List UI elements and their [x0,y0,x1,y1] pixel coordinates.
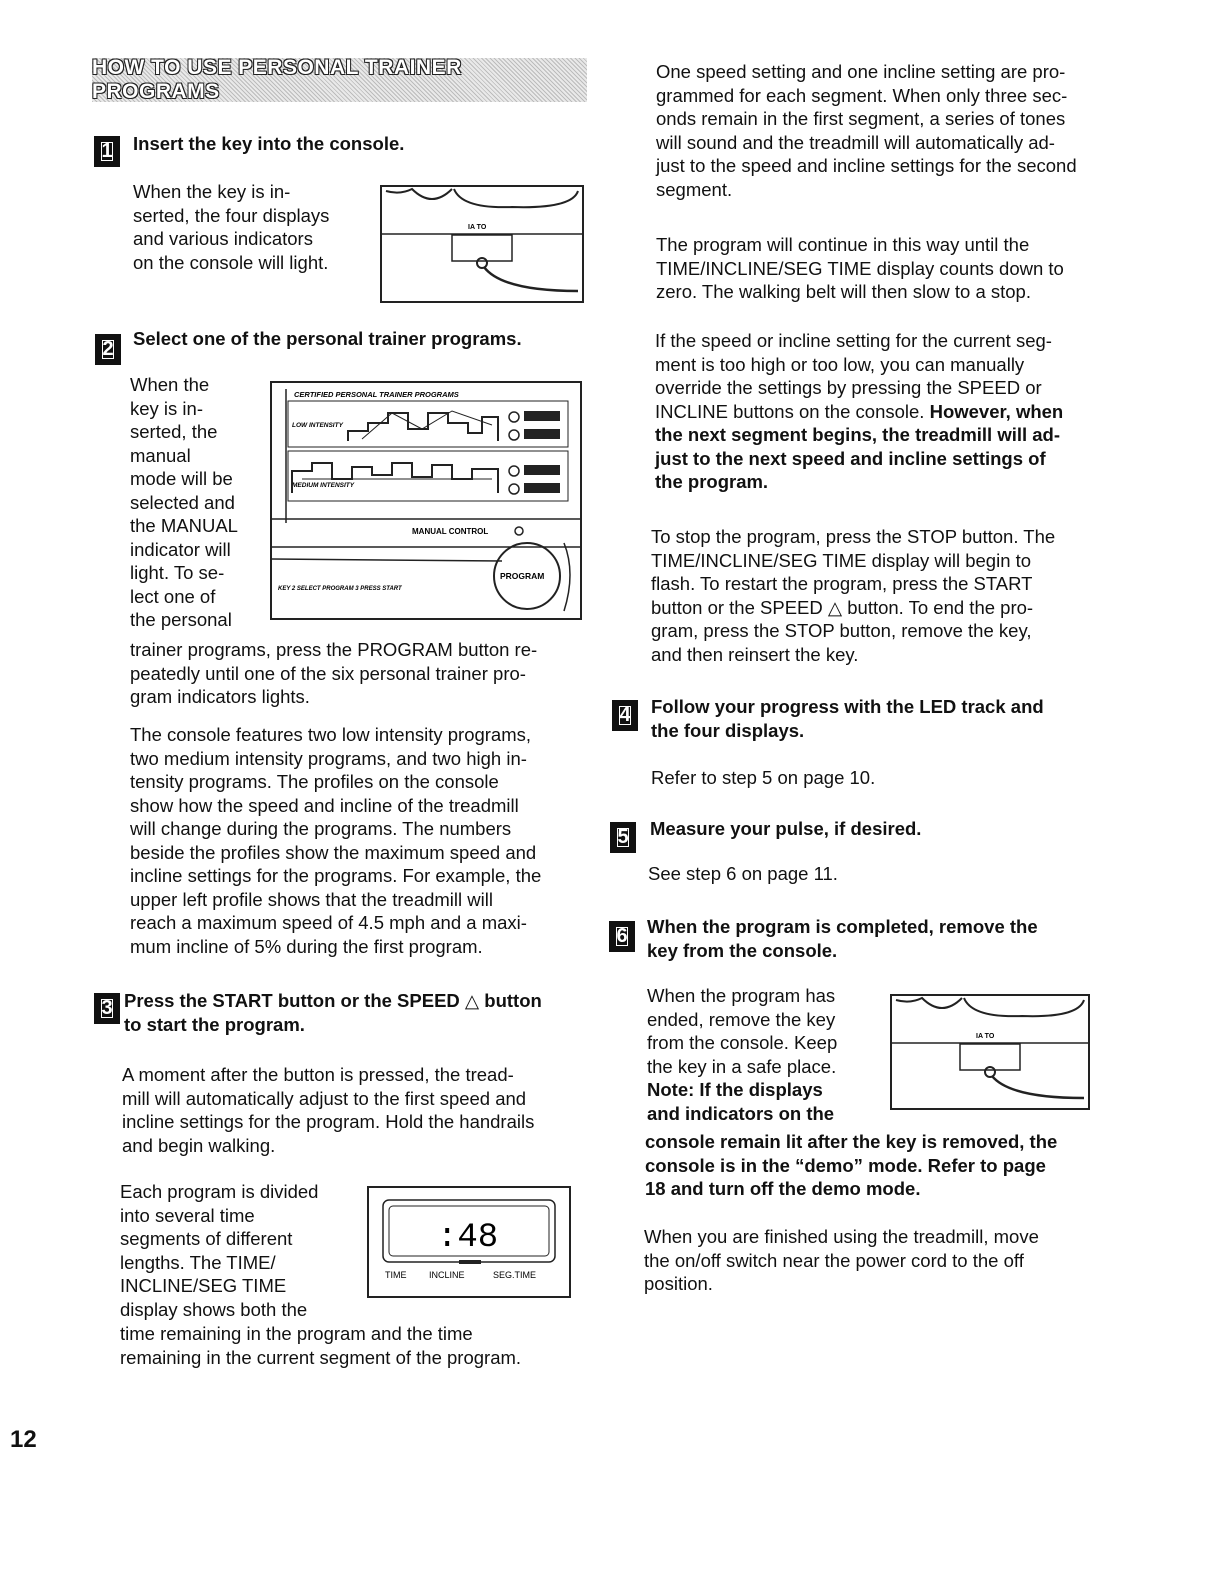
time-display-figure [367,1186,571,1298]
title-line: the four displays. [651,720,805,741]
text-line: just to the speed and incline settings for the second [656,155,1077,176]
title-line: to start the program. [124,1014,305,1035]
text-line: manual [130,444,191,466]
text-span-bold: However, when [929,400,1064,422]
right-paragraph-4 [651,525,1055,666]
panel-title: CERTIFIED PERSONAL TRAINER PROGRAMS [294,390,459,399]
text-line: zero. The walking belt will then slow to a stop. [656,281,1031,302]
text-line: The console features two low intensity programs, [130,724,532,745]
program-panel-illustration [272,383,580,618]
section-title: HOW TO USE PERSONAL TRAINER PROGRAMS [92,56,462,103]
step-5-badge: 5 [610,822,636,853]
text-line: will sound and the treadmill will automatically ad- [656,131,1055,153]
key-label: IA TO [976,1033,995,1040]
text-line: console is in the “demo” mode. Refer to page [645,1154,1046,1176]
text-line: and indicators on the [647,1102,835,1124]
text-line: mill will automatically adjust to the first speed and [122,1087,527,1109]
text-line: lect one of [130,585,216,607]
text-line: the key in a safe place. [647,1055,837,1077]
text-line: When the program has [647,985,836,1006]
text-line: A moment after the button is pressed, the tread- [122,1064,514,1085]
step-2-paragraph-2 [130,723,541,958]
step-1-badge: 1 [94,136,120,167]
text-line: When the key is in- [133,181,291,202]
text-line: onds remain in the first segment, a series of tones [656,108,1066,129]
step-2-cont-text [130,638,537,709]
text-line: button or the SPEED △ button. To end the pro- [651,596,1034,618]
step-6-wrap-text [647,984,837,1125]
text-line: into several time [120,1204,255,1226]
text-line: When you are finished using the treadmill, move [644,1226,1039,1247]
text-line: light. To se- [130,562,225,583]
step-1-body [133,180,329,274]
text-line: gram, press the STOP button, remove the key, [651,620,1032,641]
text-span: INCLINE buttons on the console. [655,400,930,422]
step-6-badge: 6 [609,921,635,952]
text-line: the program. [655,471,769,492]
display-label-incline: INCLINE [429,1270,465,1280]
key-label: IA TO [468,224,487,231]
text-line: TIME/INCLINE/SEG TIME display will begin to [651,549,1032,571]
step-3-title [124,989,542,1037]
text-line: trainer programs, press the PROGRAM button re- [130,639,538,660]
text-line: display shows both the [120,1298,308,1320]
display-readout: :48 [437,1219,499,1257]
title-line: key from the console. [647,940,838,961]
step-3-badge: 3 [94,993,120,1024]
text-line: and then reinsert the key. [651,643,859,665]
text-line: reach a maximum speed of 4.5 mph and a maxi- [130,912,527,933]
text-line: incline settings for the program. Hold the handrails [122,1111,535,1132]
text-line: ment is too high or too low, you can manually [655,353,1025,375]
text-line: tensity programs. The profiles on the console [130,771,499,792]
key-insert-figure [380,185,584,303]
step-3-wrap-text [120,1180,318,1321]
step-2-wrap-text [130,373,238,632]
time-display-illustration [369,1188,569,1296]
text-line: beside the profiles show the maximum speed and [130,841,537,863]
program-button-label: PROGRAM [500,571,545,581]
step-1-title: Insert the key into the console. [133,133,405,154]
step-3-cont-text [120,1322,521,1369]
step-2-badge: 2 [95,334,121,365]
text-line: the personal [130,609,232,630]
text-line: on the console will light. [133,251,329,273]
text-line: the next segment begins, the treadmill will ad- [655,424,1061,445]
step-4-body: Refer to step 5 on page 10. [651,767,876,788]
text-line: Each program is divided [120,1181,319,1202]
text-line: lengths. The TIME/ [120,1251,276,1273]
step-6-title [647,915,1038,963]
medium-intensity-label: MEDIUM INTENSITY [292,482,355,489]
step-3-paragraph-1 [122,1063,534,1157]
text-line: segments of different [120,1228,293,1249]
text-line: ended, remove the key [647,1008,836,1030]
title-line: Press the START button or the SPEED △ button [124,990,542,1011]
text-line: serted, the [130,421,218,442]
text-line: To stop the program, press the STOP button. The [651,526,1056,547]
text-line: show how the speed and incline of the treadmill [130,794,519,816]
panel-instruction: KEY 2 SELECT PROGRAM 3 PRESS START [278,586,402,592]
text-line: key is in- [130,397,203,419]
manual-control-label: MANUAL CONTROL [412,527,489,536]
title-line: When the program is completed, remove the [647,916,1038,937]
text-line: gram indicators lights. [130,686,310,707]
text-line: grammed for each segment. When only three sec- [656,84,1068,106]
text-line: serted, the four displays [133,204,330,226]
text-line: When the [130,374,210,395]
text-line: mum incline of 5% during the first program. [130,935,483,957]
text-line: time remaining in the program and the time [120,1323,473,1344]
text-line: If the speed or incline setting for the current seg- [655,330,1052,351]
text-line: 18 and turn off the demo mode. [645,1178,921,1199]
text-line: the MANUAL [130,515,238,536]
right-paragraph-2 [656,233,1064,304]
text-line: Note: If the displays [647,1079,823,1100]
text-line: console remain lit after the key is removed, the [645,1131,1058,1152]
text-line: peatedly until one of the six personal trainer pro- [130,662,526,684]
text-line: upper left profile shows that the treadmill will [130,888,493,910]
text-line: flash. To restart the program, press the START [651,573,1033,594]
step-2-title: Select one of the personal trainer programs. [133,328,522,349]
text-line: will change during the programs. The numbers [130,818,512,839]
right-paragraph-3 [655,329,1063,494]
step-5-title: Measure your pulse, if desired. [650,818,922,839]
text-line: just to the next speed and incline settings of [655,447,1046,469]
text-line: The program will continue in this way until the [656,234,1030,255]
text-line: incline settings for the programs. For example, the [130,865,542,886]
key-console-illustration [892,996,1088,1108]
page-number: 12 [10,1426,37,1453]
key-console-illustration [382,187,582,301]
display-label-time: TIME [385,1270,407,1280]
step-4-badge: 4 [612,700,638,731]
text-line: selected and [130,491,235,513]
text-line: mode will be [130,468,233,489]
step-4-title [651,695,1044,743]
text-line: segment. [656,178,733,200]
low-intensity-label: LOW INTENSITY [292,422,343,429]
text-line: position. [644,1273,713,1294]
program-panel-figure [270,381,582,620]
right-paragraph-1 [656,60,1077,201]
step-5-body: See step 6 on page 11. [648,863,838,884]
title-line: Follow your progress with the LED track and [651,696,1044,717]
step-6-final-paragraph [644,1225,1039,1296]
text-line: the on/off switch near the power cord to the off [644,1249,1024,1271]
text-line: override the settings by pressing the SPEED or [655,377,1042,398]
text-line: One speed setting and one incline setting are pro- [656,61,1066,82]
text-line: indicator will [130,538,231,560]
step-6-cont-text [645,1130,1057,1201]
display-label-segtime: SEG.TIME [493,1270,537,1280]
text-line: from the console. Keep [647,1032,838,1053]
text-line: remaining in the current segment of the program. [120,1346,522,1368]
text-line: two medium intensity programs, and two high in- [130,747,527,769]
text-line: INCLINE/SEG TIME [120,1275,287,1296]
section-header [92,58,587,102]
text-line: and various indicators [133,228,313,249]
text-line [655,400,1063,424]
text-line: TIME/INCLINE/SEG TIME display counts down to [656,257,1064,279]
text-line: and begin walking. [122,1134,276,1156]
key-remove-figure [890,994,1090,1110]
